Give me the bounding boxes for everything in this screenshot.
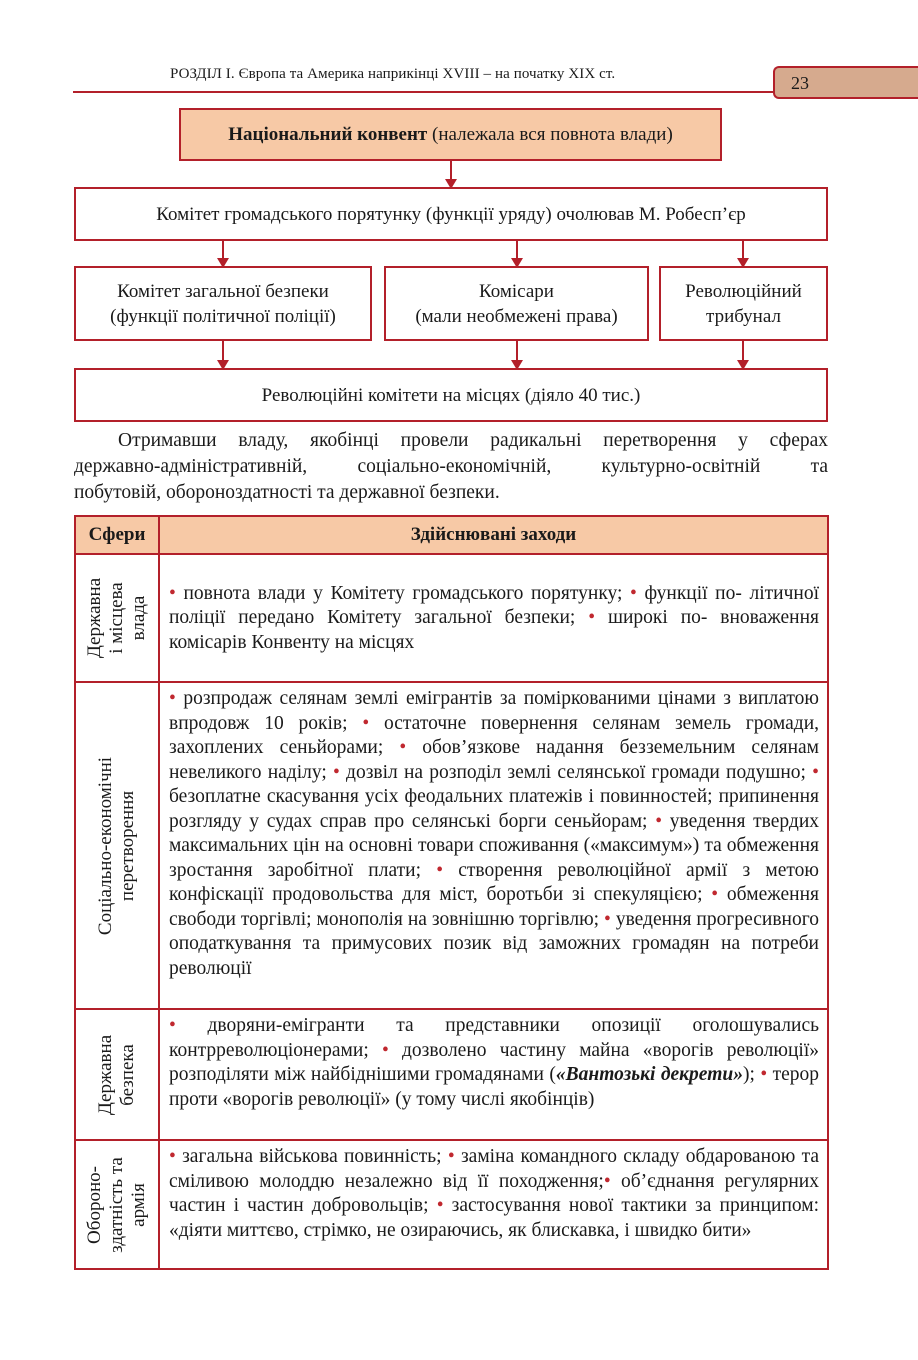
- measures-cell: [159, 554, 828, 682]
- intro-paragraph: [74, 428, 828, 506]
- general-security-line1: Комітет загальної безпеки: [117, 280, 329, 302]
- sphere-label-line: безпека: [117, 1043, 138, 1106]
- measure-text: остаточне повернення селянам земель громади, захоплених сеньйорами;: [169, 712, 820, 758]
- intro-line: Отримавши владу, якобінці провели радикальні перетворення у сферах: [118, 430, 828, 451]
- measures-cell: [159, 1009, 828, 1140]
- bullet-icon: •: [812, 761, 819, 783]
- arrow-down-icon: [742, 241, 744, 266]
- bullet-icon: •: [655, 810, 663, 832]
- measures-cell: [159, 682, 828, 1009]
- measure-text: широкі по-: [607, 607, 708, 629]
- measure-text: застосування нової тактики за принципом: «діяти миттєво, стрімко, не озираючись, як блискавка, і швидко бити»: [169, 1195, 820, 1241]
- header-rule: [73, 91, 776, 93]
- measure-text: створення революційної армії з метою конфіскації продовольства для міст, боротьби зі спекуляцією;: [169, 859, 819, 905]
- table-row: [75, 1009, 828, 1140]
- bullet-icon: •: [604, 908, 611, 930]
- bullet-icon: •: [447, 1146, 455, 1167]
- measure-text: заміна командного складу обдарованою та сміливою молоддю незалежно від її походження;: [169, 1146, 820, 1192]
- general-security-line2: (функції політичної поліції): [110, 305, 336, 327]
- bullet-icon: •: [169, 1015, 176, 1036]
- sphere-label-line: здатність та: [106, 1156, 127, 1253]
- sphere-label-line: Державна: [84, 577, 105, 659]
- bullet-icon: •: [760, 1064, 768, 1085]
- measure-text: уведення прогресивного оподаткування та примусових позик від заможних громадян на потреби революції: [169, 908, 819, 979]
- sphere-cell: [75, 554, 159, 682]
- measure-text: розпродаж селянам землі емігрантів за поміркованими цінами з виплатою впродовж 10 років;: [169, 688, 819, 734]
- bullet-icon: •: [169, 688, 176, 709]
- sphere-cell: [75, 1140, 159, 1269]
- measure-text: загальна військова повинність;: [182, 1146, 448, 1167]
- arrow-down-icon: [450, 161, 452, 187]
- bullet-icon: •: [436, 1195, 444, 1216]
- measure-text: безоплатне скасування усіх феодальних платежів і повинностей; припинення розгляду у судах справ про селянські борги сеньйорам;: [169, 786, 819, 832]
- measure-text: об’єднання регулярних частин і частин добровольців;: [169, 1170, 819, 1216]
- measure-text: літичної поліції передано Комітету загальної безпеки;: [169, 582, 819, 629]
- local-committees-box: [74, 368, 828, 422]
- table-header-row: [75, 516, 828, 554]
- bullet-icon: •: [399, 737, 407, 758]
- public-safety-committee-label: Комітет громадського порятунку (функції уряду) очолював М. Робесп’єр: [156, 203, 746, 225]
- bullet-icon: •: [630, 582, 637, 604]
- measures-table: [74, 515, 829, 1270]
- arrow-down-icon: [742, 341, 744, 368]
- sphere-label-line: влада: [128, 595, 149, 641]
- measure-text: дворяни-емігранти та представники опозиції оголошувались контрреволюціонерами;: [169, 1015, 820, 1061]
- general-security-committee-box: [74, 266, 372, 341]
- table-row: [75, 1140, 828, 1269]
- measure-text: обов’язкове надання безземельним селянам невеликого наділу;: [169, 737, 820, 783]
- measure-text: дозволено частину майна «ворогів революції» розподіляти між найбіднішими громадянами (: [169, 1039, 819, 1085]
- measure-text: терор проти «ворогів революції» (у тому числі якобінців): [169, 1064, 819, 1110]
- bullet-icon: •: [603, 1170, 611, 1192]
- intro-line: побутовій, обороноздатності та державної безпеки.: [74, 482, 500, 503]
- tribunal-line1: Революційний: [685, 280, 802, 302]
- sphere-label-line: Соціально-економічні: [95, 756, 116, 935]
- convention-box: [179, 108, 722, 161]
- measure-text: повнота влади у Комітету громадського порятунку;: [183, 582, 631, 604]
- sphere-label-line: армія: [128, 1182, 149, 1227]
- measure-text: функції по-: [644, 582, 742, 604]
- convention-title: Національний конвент: [228, 124, 428, 145]
- commissars-box: [384, 266, 649, 341]
- commissars-line1: Комісари: [479, 280, 554, 302]
- sphere-cell: [75, 1009, 159, 1140]
- local-committees-label: Революційні комітети на місцях (діяло 40 тис.): [261, 384, 641, 406]
- arrow-down-icon: [516, 241, 518, 266]
- commissars-line2: (мали необмежені права): [415, 305, 618, 327]
- page-number: 23: [791, 73, 809, 93]
- sphere-label-line: і місцева: [106, 582, 127, 654]
- bullet-icon: •: [362, 712, 370, 734]
- measure-text: вноваження комісарів Конвенту на місцях: [169, 607, 819, 653]
- measure-text: обмеження свободи торгівлі; монополія на зовнішню торгівлю;: [169, 884, 819, 930]
- bullet-icon: •: [588, 607, 596, 629]
- sphere-label-line: Державна: [95, 1034, 116, 1115]
- revolutionary-tribunal-box: [659, 266, 828, 341]
- page-number-tab: [773, 66, 918, 99]
- vantoz-decrees-term: «Вантозькі декрети»: [555, 1064, 743, 1085]
- bullet-icon: •: [169, 582, 176, 604]
- bullet-icon: •: [436, 859, 444, 881]
- table-row: [75, 682, 828, 1009]
- arrow-down-icon: [222, 341, 224, 368]
- tribunal-line2: трибунал: [706, 305, 781, 327]
- convention-note: (належала вся повнота влади): [427, 124, 673, 145]
- public-safety-committee-box: [74, 187, 828, 241]
- running-head: РОЗДІЛ І. Європа та Америка наприкінці XVIII – на початку XIX ст.: [170, 66, 616, 82]
- bullet-icon: •: [381, 1039, 389, 1061]
- measures-cell: [159, 1140, 828, 1269]
- measure-text: дозвіл на розподіл землі селянської громади подушно;: [346, 761, 813, 783]
- intro-line: державно-адміністративній, соціально-економічній, культурно-освітній та: [74, 456, 828, 477]
- sphere-cell: [75, 682, 159, 1009]
- bullet-icon: •: [169, 1146, 176, 1167]
- bullet-icon: •: [711, 884, 719, 905]
- bullet-icon: •: [332, 761, 340, 783]
- sphere-label-line: перетворення: [117, 790, 138, 901]
- column-header-measures: Здійснювані заходи: [159, 516, 828, 554]
- sphere-label-line: Обороно-: [84, 1165, 105, 1244]
- arrow-down-icon: [516, 341, 518, 368]
- measure-text: );: [742, 1064, 761, 1085]
- column-header-spheres: Сфери: [75, 516, 159, 554]
- measure-text: уведення твердих максимальних цін на основні товари споживання («максимум») та обмеження зростання заробітної плати;: [169, 810, 820, 881]
- table-row: [75, 554, 828, 682]
- arrow-down-icon: [222, 241, 224, 266]
